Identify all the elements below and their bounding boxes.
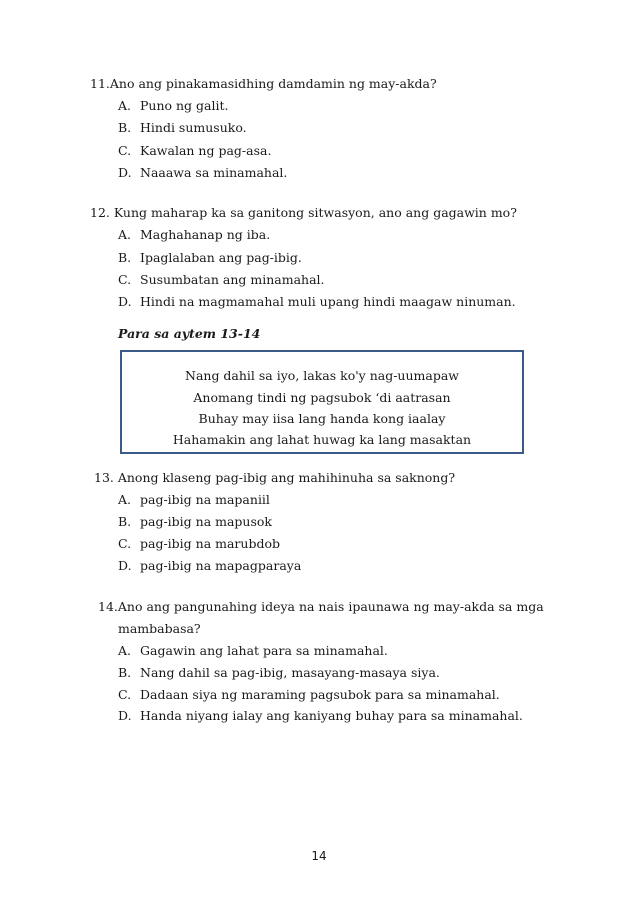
option-text: Gagawin ang lahat para sa minamahal. — [140, 643, 388, 658]
option-text: Hindi na magmamahal muli upang hindi maagaw ninuman. — [140, 294, 516, 309]
option-text: pag-ibig na mapagparaya — [140, 558, 302, 573]
option-text: Susumbatan ang minamahal. — [140, 272, 325, 287]
option-c — [118, 143, 271, 158]
option-text: Nang dahil sa pag-ibig, masayang-masaya siya. — [140, 665, 440, 680]
option-letter: B. — [118, 665, 132, 680]
option-b — [118, 120, 247, 135]
poem-line: Anomang tindi ng pagsubok ‘di aatrasan — [193, 390, 451, 405]
option-a — [118, 643, 388, 658]
question-stem: 13. Anong klaseng pag-ibig ang mahihinuha sa saknong? — [94, 470, 456, 485]
option-letter: C. — [118, 272, 132, 287]
option-letter: D. — [118, 294, 132, 309]
option-text: Dadaan siya ng maraming pagsubok para sa minamahal. — [140, 687, 500, 702]
page-number: 14 — [311, 849, 327, 863]
question-stem-continued: mambabasa? — [118, 621, 201, 636]
option-text: pag-ibig na marubdob — [140, 536, 280, 551]
option-d — [118, 165, 287, 180]
option-text: Ipaglalaban ang pag-ibig. — [140, 250, 302, 265]
question-stem: 11.Ano ang pinakamasidhing damdamin ng may-akda? — [90, 76, 437, 91]
option-letter: C. — [118, 143, 132, 158]
option-letter: A. — [118, 643, 132, 658]
section-heading: Para sa aytem 13-14 — [118, 326, 261, 341]
option-text: Handa niyang ialay ang kaniyang buhay para sa minamahal. — [140, 708, 523, 723]
option-b — [118, 514, 272, 529]
option-b — [118, 250, 302, 265]
option-letter: A. — [118, 98, 132, 113]
option-b — [118, 665, 440, 680]
option-letter: B. — [118, 514, 132, 529]
option-text: Naaawa sa minamahal. — [140, 165, 288, 180]
option-d — [118, 708, 523, 723]
option-a — [118, 492, 270, 507]
option-letter: C. — [118, 536, 132, 551]
option-letter: B. — [118, 120, 132, 135]
option-text: pag-ibig na mapaniil — [140, 492, 270, 507]
option-d — [118, 558, 301, 573]
option-letter: B. — [118, 250, 132, 265]
option-text: pag-ibig na mapusok — [140, 514, 273, 529]
poem-line: Hahamakin ang lahat huwag ka lang masaktan — [172, 432, 472, 447]
option-letter: D. — [118, 558, 132, 573]
option-text: Kawalan ng pag-asa. — [140, 143, 272, 158]
option-text: Hindi sumusuko. — [140, 120, 247, 135]
poem-box — [120, 350, 524, 454]
option-letter: D. — [118, 708, 132, 723]
option-letter: A. — [118, 227, 132, 242]
option-c — [118, 536, 280, 551]
option-c — [118, 687, 500, 702]
poem-line: Buhay may iisa lang handa kong iaalay — [198, 411, 446, 426]
option-d — [118, 294, 516, 309]
option-letter: A. — [118, 492, 132, 507]
option-letter: D. — [118, 165, 132, 180]
option-c — [118, 272, 325, 287]
option-text: Maghahanap ng iba. — [140, 227, 271, 242]
option-text: Puno ng galit. — [140, 98, 229, 113]
option-letter: C. — [118, 687, 132, 702]
question-stem: 14.Ano ang pangunahing ideya na nais ipaunawa ng may-akda sa mga — [98, 599, 544, 614]
option-a — [118, 227, 270, 242]
question-stem: 12. Kung maharap ka sa ganitong sitwasyon, ano ang gagawin mo? — [90, 205, 517, 220]
option-a — [118, 98, 228, 113]
poem-line: Nang dahil sa iyo, lakas ko'y nag-uumapaw — [185, 368, 459, 383]
